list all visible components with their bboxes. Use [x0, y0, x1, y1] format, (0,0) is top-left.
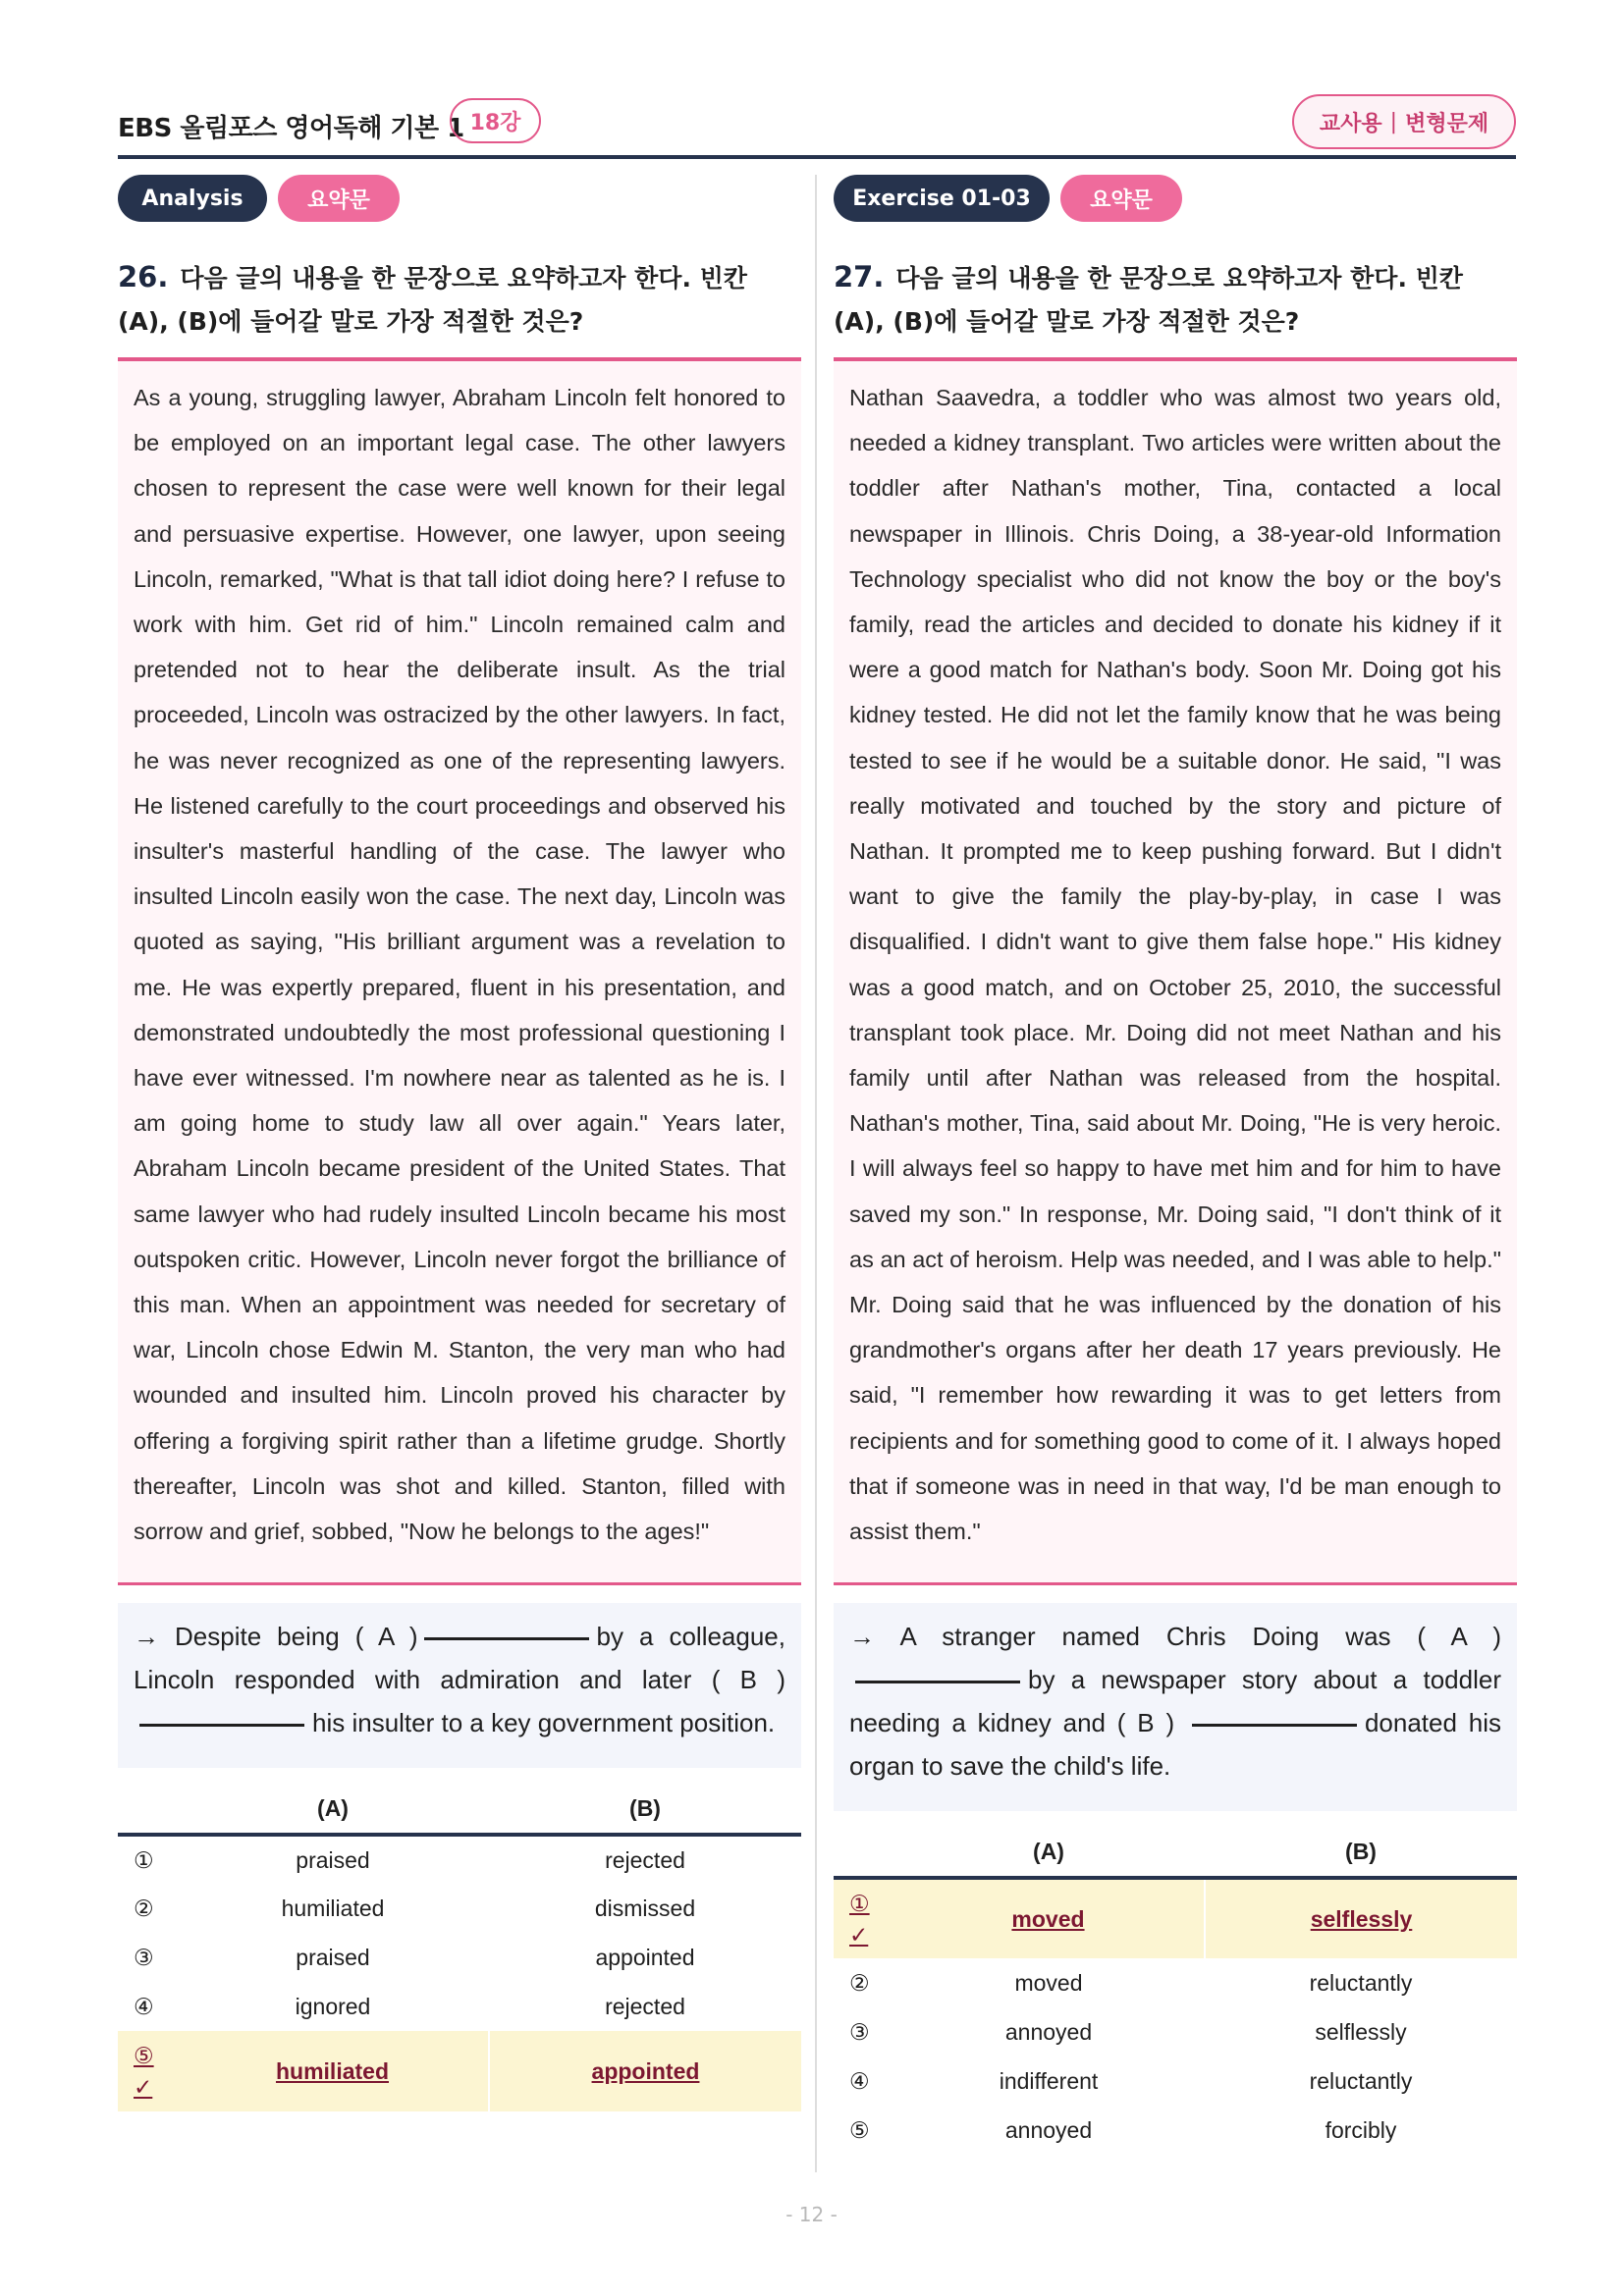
role-label: 교사용 [1319, 111, 1382, 136]
choice-num-header [834, 1827, 893, 1878]
choice-row-1-correct[interactable] [834, 1878, 1517, 1958]
choice-number: ④ [134, 1993, 154, 2019]
choice-b: reluctantly [1309, 1969, 1413, 1996]
choice-number: ④ [849, 2067, 870, 2094]
choice-row-2[interactable] [118, 1884, 801, 1933]
right-column [834, 175, 1517, 2155]
left-column [118, 175, 801, 2111]
role-separator: | [1389, 109, 1398, 134]
blank-b [1192, 1724, 1357, 1727]
choice-num-header [118, 1784, 177, 1835]
section-tag-summary: 요약문 [1060, 175, 1182, 222]
choice-number: ① [134, 1846, 154, 1873]
variant-label: 변형문제 [1405, 111, 1489, 136]
choice-number: ③ [849, 2018, 870, 2045]
section-tags [118, 175, 801, 222]
summary-part-3: donated his organ to save the child's life. [849, 1708, 1501, 1781]
choice-number-correct [834, 1878, 893, 1958]
choice-number: ③ [134, 1944, 154, 1970]
lesson-badge: 18강 [450, 98, 541, 143]
question-text: 다음 글의 내용을 한 문장으로 요약하고자 한다. 빈칸 (A), (B)에 들어갈 말로 가장 적절한 것은? [834, 264, 1463, 336]
choice-row-5-correct[interactable] [118, 2031, 801, 2111]
blank-a [855, 1681, 1020, 1683]
choice-b: rejected [605, 1993, 685, 2019]
section-tag-summary: 요약문 [278, 175, 400, 222]
choice-b: forcibly [1325, 2116, 1397, 2143]
choice-b: appointed [595, 1944, 695, 1970]
summary-sentence [834, 1603, 1517, 1811]
choice-a: praised [296, 1846, 370, 1873]
col-a-header: (A) [893, 1827, 1205, 1878]
column-divider [815, 175, 817, 2172]
question-stem [834, 255, 1517, 344]
choice-a: moved [1014, 1969, 1083, 1996]
choice-b: selflessly [1205, 1878, 1517, 1958]
choice-b: appointed [489, 2031, 801, 2111]
summary-sentence [118, 1603, 801, 1768]
reading-passage: Nathan Saavedra, a toddler who was almost two years old, needed a kidney transplant. Two articles were written about the toddler after Nathan's mother, Tina, contacted a local newspaper in Illinois. Chris Doing, a 38-year-old Information Technology specialist who did not know the boy or the boy's family, read the articles and decided to donate his kidney if it were a good match for Nathan's body. Soon Mr. Doing got his kidney tested. He did not let the family know that he was being tested to see if he would be a suitable donor. He said, "I was really motivated and touched by the story and picture of Nathan. It prompted me to keep pushing forward. But I didn't want to give the family the play-by-play, in case I was disqualified. I didn't want to give them false hope." His kidney was a good match, and on October 25, 2010, the successful transplant took place. Mr. Doing did not meet Nathan and his family until after Nathan was released from the hospital. Nathan's mother, Tina, said about Mr. Doing, "He is very heroic. I will always feel so happy to have met him and for him to have saved my son." In response, Mr. Doing said, "I don't think of it as an act of heroism. Help was needed, and I was able to help." Mr. Doing said that he was influenced by the donation of his grandmother's organs after her death 17 years previously. He said, "I remember how rewarding it was to get letters from recipients and for something good to come of it. I always hoped that if someone was in need in that way, I'd be man enough to assist them." [834, 361, 1517, 1582]
blank-b [139, 1724, 304, 1727]
book-title: EBS 올림포스 영어독해 기본 1 [118, 114, 464, 143]
summary-part-3: his insulter to a key government position. [312, 1708, 776, 1737]
choice-number: ⑤ [849, 2116, 870, 2143]
choice-b: selflessly [1315, 2018, 1407, 2045]
choice-number: ① [849, 1891, 870, 1916]
section-tag-exercise: Exercise 01-03 [834, 175, 1050, 222]
choice-a: ignored [295, 1993, 371, 2019]
choices-header-row [118, 1784, 801, 1835]
choice-a: humiliated [177, 2031, 489, 2111]
choice-a: moved [893, 1878, 1205, 1958]
answer-choices-table [834, 1827, 1517, 2155]
check-icon: ✓ [134, 2074, 153, 2100]
choice-row-2[interactable] [834, 1958, 1517, 2007]
header-rule [118, 155, 1516, 159]
summary-part-1: → Despite being ( A ) [134, 1622, 418, 1651]
teacher-variant-badge [1292, 94, 1516, 149]
answer-choices-table [118, 1784, 801, 2111]
choice-a: praised [296, 1944, 370, 1970]
page-header [118, 94, 1516, 159]
question-number: 26. [118, 260, 169, 294]
summary-part-1: → A stranger named Chris Doing was ( A ) [849, 1622, 1501, 1651]
choice-b: reluctantly [1309, 2067, 1413, 2094]
summary-part-2: by a colleague, Lincoln responded with admiration and later ( B ) [134, 1622, 785, 1694]
choice-a: annoyed [1004, 2018, 1093, 2045]
choice-a: indifferent [999, 2067, 1099, 2094]
col-b-header: (B) [489, 1784, 801, 1835]
choice-row-1[interactable] [118, 1835, 801, 1884]
choice-b: dismissed [594, 1895, 696, 1921]
choice-number: ② [134, 1895, 154, 1921]
choice-row-4[interactable] [834, 2056, 1517, 2106]
choice-a: annoyed [1004, 2116, 1093, 2143]
choice-row-3[interactable] [834, 2007, 1517, 2056]
question-text: 다음 글의 내용을 한 문장으로 요약하고자 한다. 빈칸 (A), (B)에 들어갈 말로 가장 적절한 것은? [118, 264, 747, 336]
choice-a: humiliated [281, 1895, 385, 1921]
col-a-header: (A) [177, 1784, 489, 1835]
check-icon: ✓ [849, 1922, 869, 1948]
question-stem [118, 255, 801, 344]
col-b-header: (B) [1205, 1827, 1517, 1878]
choice-b: rejected [605, 1846, 685, 1873]
choice-row-4[interactable] [118, 1982, 801, 2031]
blank-a [424, 1637, 589, 1640]
choice-row-3[interactable] [118, 1933, 801, 1982]
question-number: 27. [834, 260, 885, 294]
reading-passage: As a young, struggling lawyer, Abraham Lincoln felt honored to be employed on an important legal case. The other lawyers chosen to represent the case were well known for their legal and persuasive expertise. However, one lawyer, upon seeing Lincoln, remarked, "What is that tall idiot doing here? I refuse to work with him. Get rid of him." Lincoln remained calm and pretended not to hear the deliberate insult. As the trial proceeded, Lincoln was ostracized by the other lawyers. In fact, he was never recognized as one of the representing lawyers. He listened carefully to the court proceedings and observed his insulter's masterful handling of the case. The lawyer who insulted Lincoln easily won the case. The next day, Lincoln was quoted as saying, "His brilliant argument was a revelation to me. He was expertly prepared, fluent in his presentation, and demonstrated undoubtedly the most professional questioning I have ever witnessed. I'm nowhere near as talented as he is. I am going home to study law all over again." Years later, Abraham Lincoln became president of the United States. That same lawyer who had rudely insulted Lincoln became his most outspoken critic. However, Lincoln never forgot the brilliance of this man. When an appointment was needed for secretary of war, Lincoln chose Edwin M. Stanton, the very man who had wounded and insulted him. Lincoln proved his character by offering a forgiving spirit rather than a lifetime grudge. Shortly thereafter, Lincoln was shot and killed. Stanton, filled with sorrow and grief, sobbed, "Now he belongs to the ages!" [118, 361, 801, 1582]
section-tag-analysis: Analysis [118, 175, 267, 222]
choices-header-row [834, 1827, 1517, 1878]
section-tags [834, 175, 1517, 222]
passage-rule [834, 1582, 1517, 1585]
page-number: - 12 - [785, 2203, 838, 2226]
choice-number: ② [849, 1969, 870, 1996]
choice-number: ⑤ [134, 2043, 154, 2068]
choice-row-5[interactable] [834, 2106, 1517, 2155]
passage-rule [118, 1582, 801, 1585]
choice-number-correct [118, 2031, 177, 2111]
summary-part-2: by a newspaper story about a toddler needing a kidney and ( B ) [849, 1665, 1501, 1737]
